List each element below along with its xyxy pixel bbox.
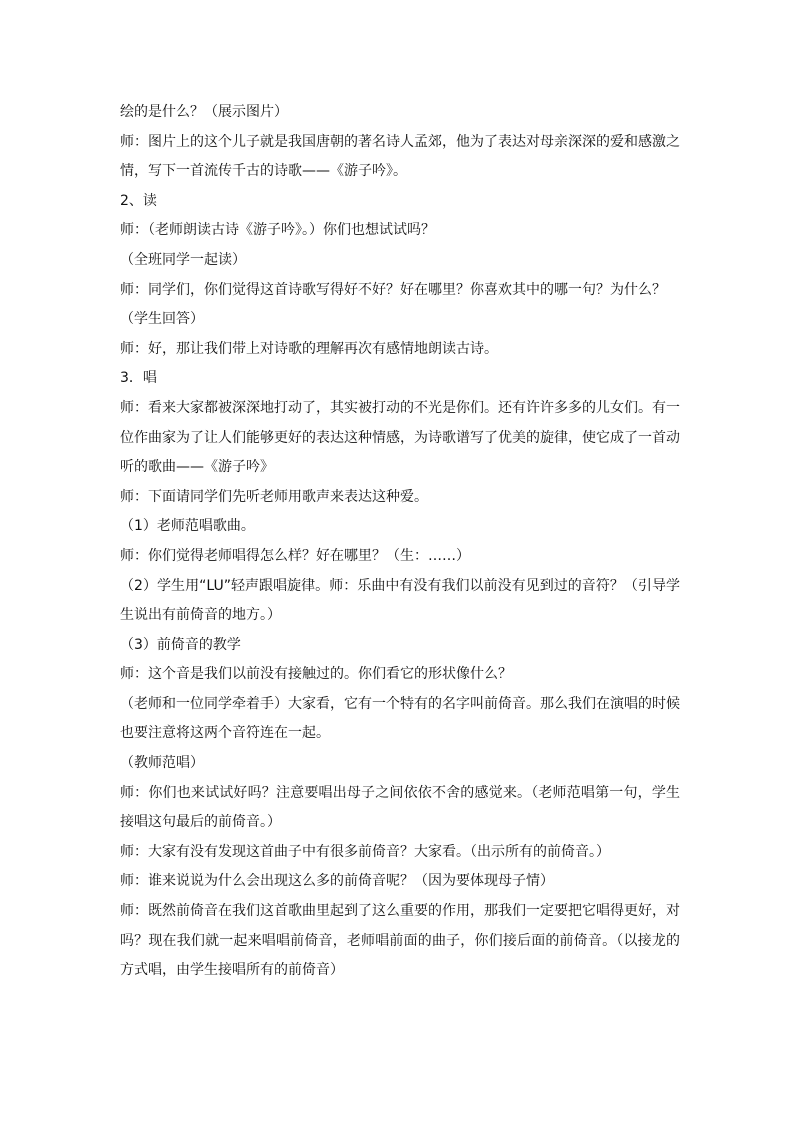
- document-page: [120, 98, 680, 986]
- paragraph: 师：大家有没有发现这首曲子中有很多前倚音？大家看。（出示所有的前倚音。）: [120, 843, 610, 860]
- paragraph: 师：下面请同学们先听老师用歌声来表达这种爱。: [120, 488, 428, 505]
- paragraph: 绘的是什么？（展示图片）: [120, 104, 288, 120]
- paragraph: （学生回答）: [120, 311, 204, 328]
- paragraph: 师：同学们，你们觉得这首诗歌写得好不好？好在哪里？你喜欢其中的哪一句？为什么？: [120, 281, 666, 298]
- paragraph: 师：你们觉得老师唱得怎么样？好在哪里？（生：……）: [120, 547, 470, 564]
- paragraph: （3）前倚音的教学: [120, 636, 241, 653]
- paragraph: （2）学生用“LU”轻声跟唱旋律。师：乐曲中有没有我们以前没有见到过的音符？（引导学生说出有前倚音的地方。）: [120, 577, 680, 624]
- paragraph: 师：图片上的这个儿子就是我国唐朝的著名诗人孟郊，他为了表达对母亲深深的爱和感激之情，写下一首流传千古的诗歌——《游子吟》。: [120, 133, 680, 180]
- paragraph: （1）老师范唱歌曲。: [120, 518, 255, 535]
- paragraph: （全班同学一起读）: [120, 251, 246, 268]
- paragraph: 师：你们也来试试好吗？注意要唱出母子之间依依不舍的感觉来。（老师范唱第一句，学生接唱这句最后的前倚音。）: [120, 784, 680, 831]
- paragraph: 师：既然前倚音在我们这首歌曲里起到了这么重要的作用，那我们一定要把它唱得更好，对吗？现在我们就一起来唱唱前倚音，老师唱前面的曲子，你们接后面的前倚音。（以接龙的方式唱，由学生接唱所有的前倚音）: [120, 903, 680, 979]
- paragraph: 师：看来大家都被深深地打动了，其实被打动的不光是你们。还有许许多多的儿女们。有一位作曲家为了让人们能够更好的表达这种情感，为诗歌谱写了优美的旋律，使它成了一首动听的歌曲——《游子吟》: [120, 399, 680, 476]
- paragraph: （教师范唱）: [120, 755, 204, 772]
- paragraph: 师：（老师朗读古诗《游子吟》。）你们也想试试吗？: [120, 222, 435, 239]
- section-heading: 3．唱: [120, 370, 157, 387]
- paragraph: 师：谁来说说为什么会出现这么多的前倚音呢？（因为要体现母子情）: [120, 873, 554, 890]
- section-heading: 2、读: [120, 192, 157, 209]
- paragraph: （老师和一位同学牵着手）大家看，它有一个特有的名字叫前倚音。那么我们在演唱的时候也要注意将这两个音符连在一起。: [120, 695, 680, 742]
- paragraph: 师：这个音是我们以前没有接触过的。你们看它的形状像什么？: [120, 666, 512, 683]
- paragraph: 师：好，那让我们带上对诗歌的理解再次有感情地朗读古诗。: [120, 340, 498, 357]
